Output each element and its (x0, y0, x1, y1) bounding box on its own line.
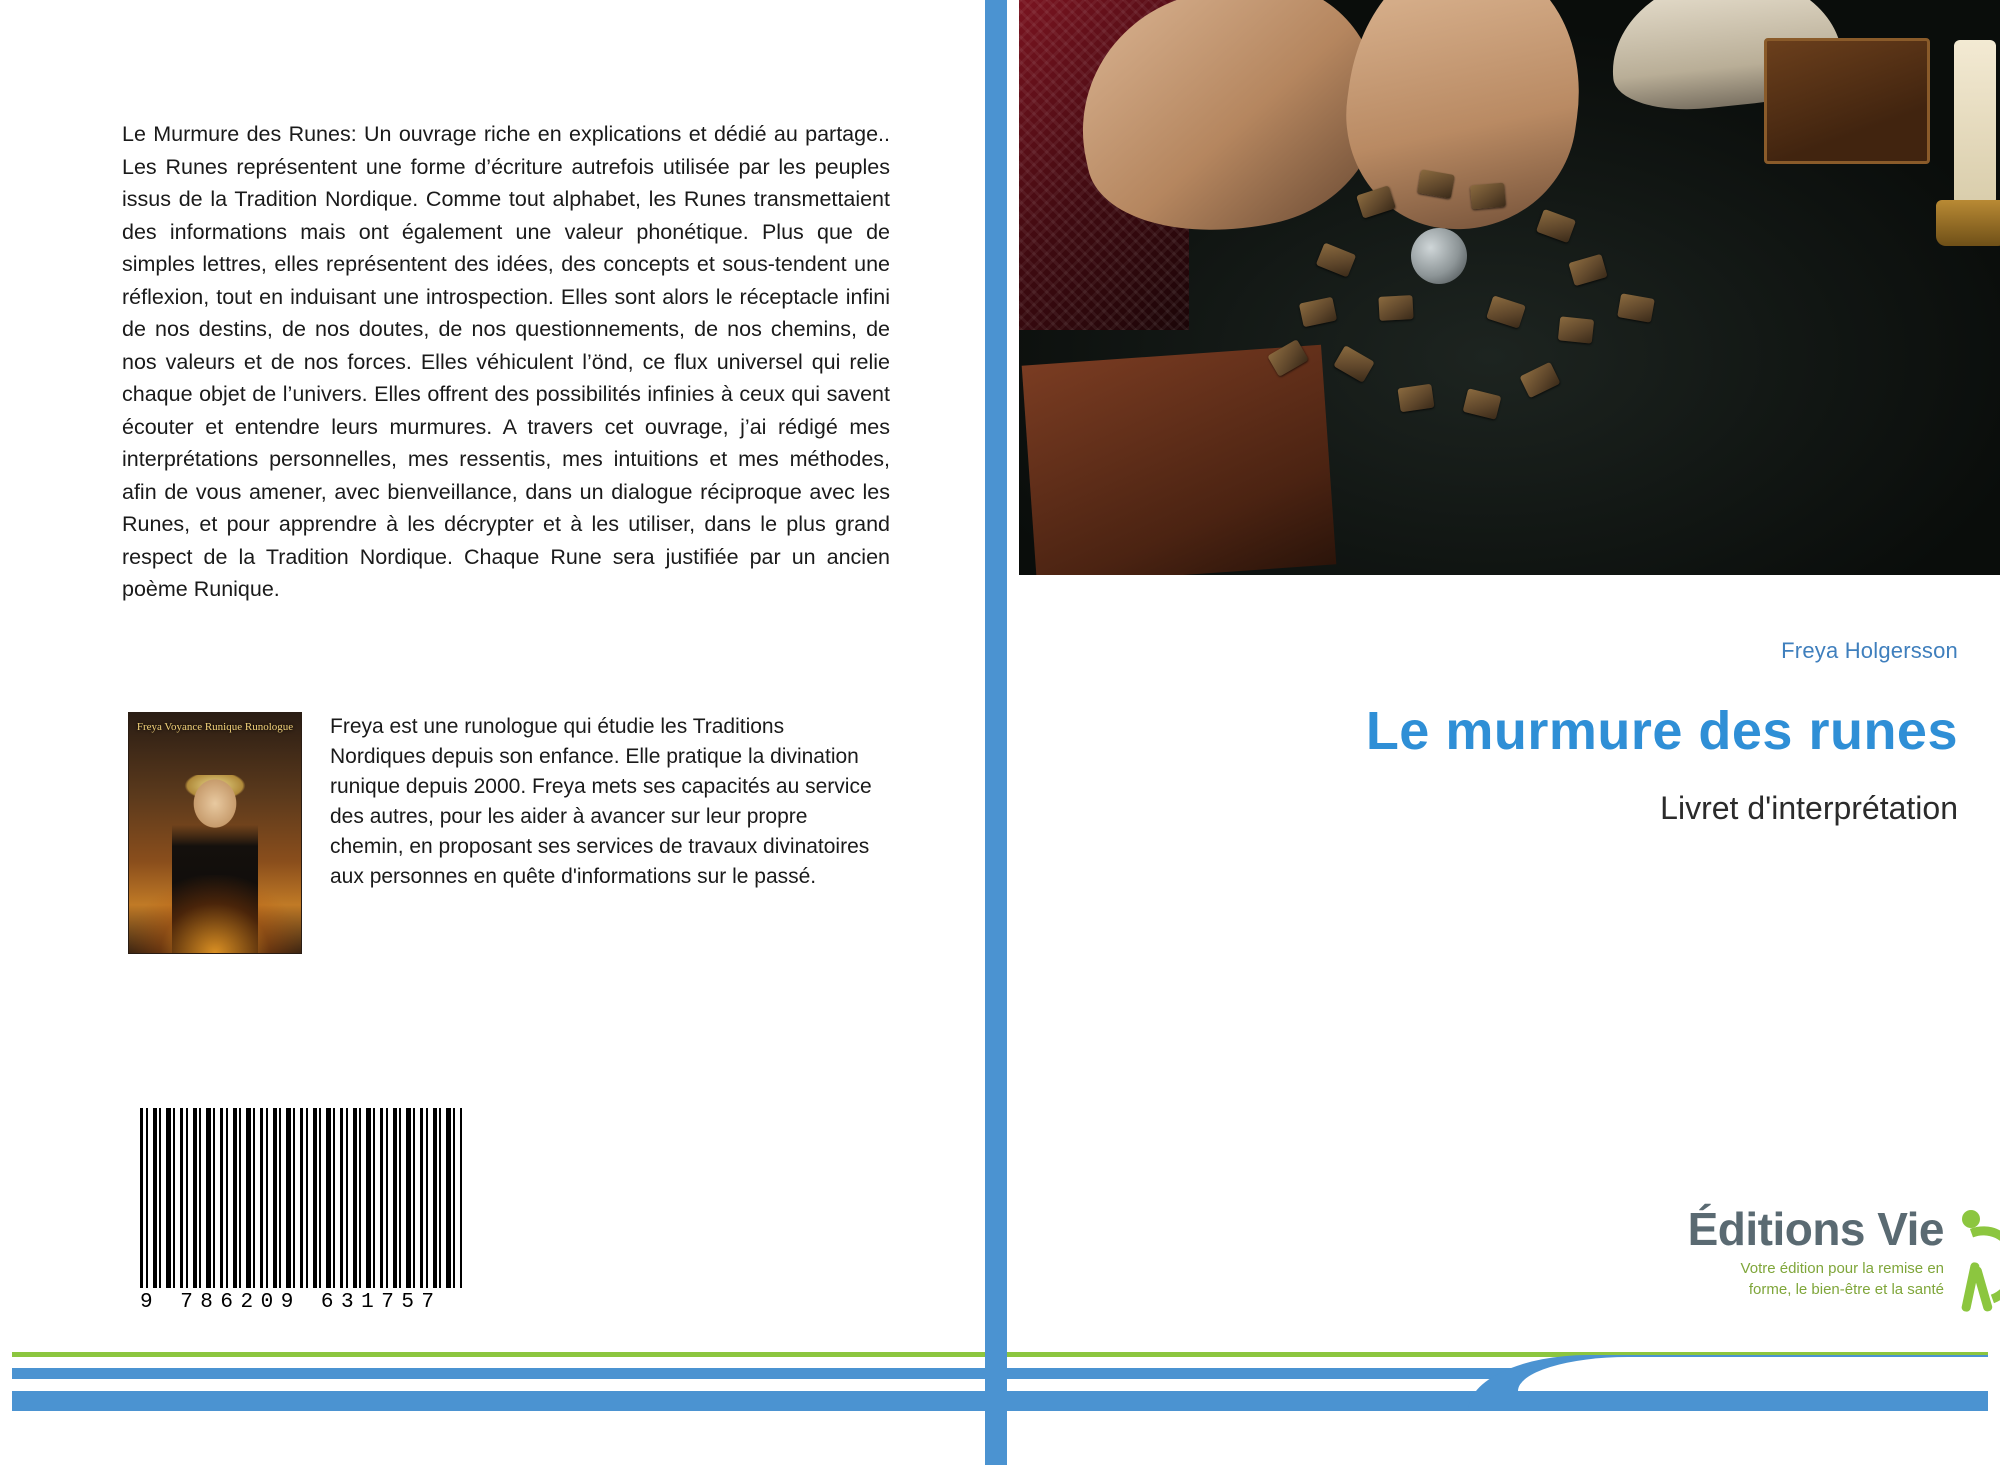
barcode-bars (140, 1108, 462, 1288)
decorative-curve-cutout (1518, 1357, 1988, 1391)
publisher-mark-icon (1944, 1210, 2000, 1314)
page-title: Le murmure des runes (1365, 701, 1958, 761)
rune-tile (1378, 295, 1413, 321)
back-cover-blurb: Le Murmure des Runes: Un ouvrage riche en explications et dédié au partage.. Les Runes représentent une forme d’écriture autrefois utilisée par les peuples issus de la Tradition Nordique. Comme tout alphabet, les Runes transmettaient des informations mais ont également une valeur phonétique. Plus que de simples lettres, elles représentent des idées, des concepts et sous-tendent une réflexion, tout en induisant une introspection. Elles sont alors le réceptacle infini de nos destins, de nos doutes, de nos questionnements, de nos chemins, de nos valeurs et de nos forces. Elles véhiculent l’önd, ce flux universel qui relie chaque objet de l’univers. Elles offrent des possibilités infinies à ceux qui savent écouter et entendre leurs murmures. A travers cet ouvrage, j’ai rédigé mes interprétations personnelles, mes ressentis, mes intuitions et mes méthodes, afin de vous amener, avec bienveillance, dans un dialogue réciproque avec les Runes, et pour apprendre à les décrypter et à les utiliser, dans le plus grand respect de la Tradition Nordique. Chaque Rune sera justifiée par un ancien poème Runique. (122, 122, 890, 601)
back-cover (0, 0, 985, 1465)
rune-tile (1397, 384, 1434, 412)
publisher-name: Éditions Vie (1687, 1203, 1944, 1255)
front-cover-subtitle: Livret d'interprétation (1660, 790, 1958, 826)
barcode (140, 1108, 462, 1314)
old-book (1022, 345, 1337, 575)
barcode-digits: 9 786209 631757 (140, 1291, 442, 1314)
publisher-tagline-line1: Votre édition pour la remise en (1740, 1260, 1944, 1277)
amulet-pendant (1411, 228, 1467, 284)
spine-overlay (985, 0, 1007, 1465)
candle (1954, 40, 1996, 205)
front-cover (1007, 0, 2000, 1465)
rune-tile (1558, 316, 1594, 343)
candle-holder (1936, 200, 2000, 246)
author-bio: Freya est une runologue qui étudie les Traditions Nordiques depuis son enfance. Elle pratique la divination runique depuis 2000. Freya mets ses capacités au service des autres, pour les aider à avancer sur leur propre chemin, en proposant ses services de travaux divinatoires aux personnes en quête d'informations sur le passé. (330, 715, 872, 888)
cover-photo (1019, 0, 2000, 575)
author-block (128, 712, 888, 954)
front-cover-author: Freya Holgersson (1781, 638, 1958, 663)
rune-tile (1470, 183, 1506, 210)
author-photo-caption: Freya Voyance Runique Runologue (136, 721, 294, 733)
publisher-logo (1464, 1204, 1944, 1300)
publisher-tagline-line2: forme, le bien-être et la santé (1748, 1281, 1944, 1298)
wooden-box (1764, 38, 1930, 164)
author-photo (128, 712, 302, 954)
author-photo-glow (129, 875, 301, 953)
